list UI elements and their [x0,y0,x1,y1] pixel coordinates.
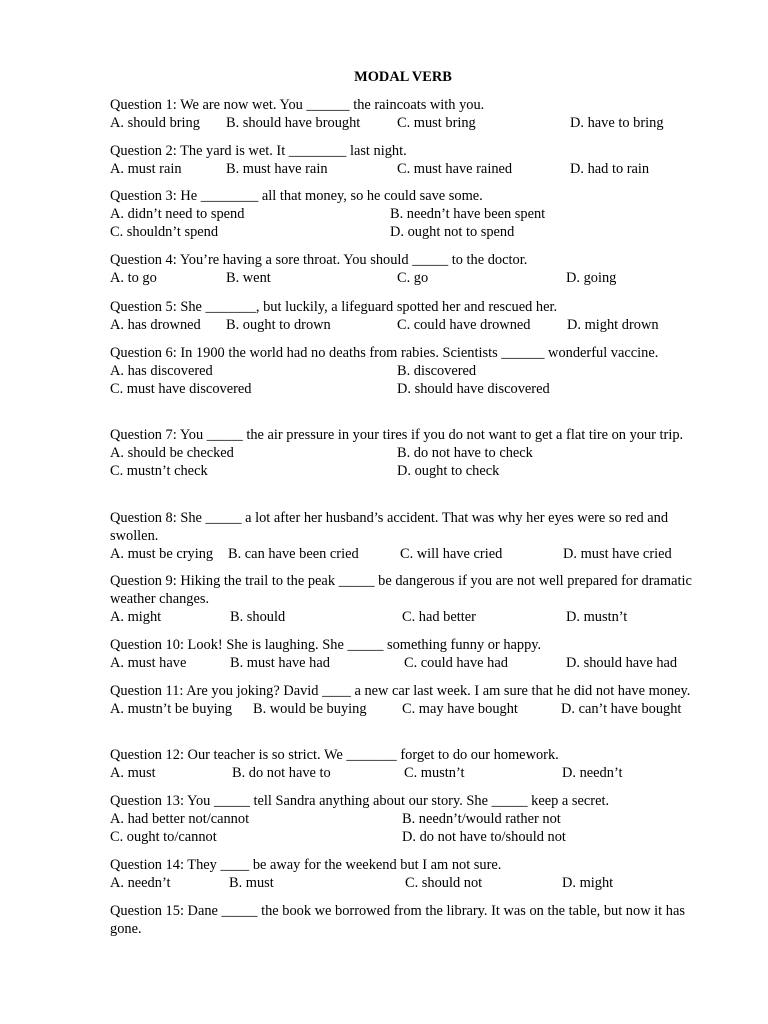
options-row [110,545,710,563]
option-d: D. mustn’t [566,609,628,626]
option-d: D. should have had [566,655,678,672]
question-block [110,792,710,847]
option-a: A. mustn’t be buying [110,701,233,718]
option-d: D. have to bring [570,115,664,132]
question-stem: Question 5: She _______, but luckily, a lifeguard spotted her and rescued her. [110,299,558,315]
options-row [110,444,710,462]
option-b: B. must have rain [226,161,328,178]
option-a: A. needn’t [110,875,171,892]
option-c: C. should not [405,875,483,892]
option-d: D. must have cried [563,546,672,563]
option-c: C. may have bought [402,701,518,718]
option-d: D. might drown [567,317,659,334]
option-b: B. must [229,875,274,892]
question-block [110,344,710,399]
option-a: A. must be crying [110,546,214,563]
option-a: A. should bring [110,115,200,132]
question-stem: Question 15: Dane _____ the book we borrowed from the library. It was on the table, but now it has gone. [110,903,685,938]
option-a: A. should be checked [110,445,234,462]
options-row [110,608,710,626]
question-block [110,426,710,481]
options-row [110,316,710,334]
question-block [110,96,710,132]
option-b: B. ought to drown [226,317,331,334]
question-block [110,746,710,782]
option-a: A. must rain [110,161,182,178]
question-stem: Question 9: Hiking the trail to the peak _____ be dangerous if you are not well prepared for dramatic weather changes. [110,573,692,608]
question-block [110,636,710,672]
question-stem: Question 2: The yard is wet. It ________ last night. [110,143,407,159]
options-row [110,654,710,672]
options-row [110,764,710,782]
options-row [110,114,710,132]
option-a: A. has drowned [110,317,201,334]
option-c: C. could have drowned [397,317,531,334]
option-d: D. ought not to spend [390,224,515,241]
question-block [110,187,710,242]
question-block [110,251,710,287]
option-b: B. should [230,609,286,626]
question-stem: Question 12: Our teacher is so strict. We _______ forget to do our homework. [110,747,559,763]
option-d: D. might [562,875,614,892]
page-title: MODAL VERB [354,69,452,85]
option-b: B. needn’t have been spent [390,206,546,223]
option-c: C. must have rained [397,161,513,178]
option-b: B. went [226,270,271,287]
option-a: A. has discovered [110,363,213,380]
option-c: C. had better [402,609,476,626]
options-row [110,874,710,892]
option-a: A. might [110,609,162,626]
option-a: A. had better not/cannot [110,811,250,828]
options-row [110,362,710,380]
options-row [110,223,710,241]
option-c: C. mustn’t check [110,463,208,480]
question-stem: Question 13: You _____ tell Sandra anything about our story. She _____ keep a secret. [110,793,610,809]
options-row [110,462,710,480]
option-b: B. needn’t/would rather not [402,811,561,828]
option-b: B. can have been cried [228,546,359,563]
options-row [110,828,710,846]
option-d: D. should have discovered [397,381,550,398]
option-c: C. must bring [397,115,476,132]
option-b: B. would be buying [253,701,367,718]
option-a: A. must [110,765,156,782]
option-c: C. mustn’t [404,765,465,782]
options-row [110,269,710,287]
question-stem: Question 4: You’re having a sore throat. You should _____ to the doctor. [110,252,528,268]
options-row [110,810,710,828]
question-stem: Question 3: He ________ all that money, so he could save some. [110,188,483,204]
question-block [110,142,710,178]
option-c: C. must have discovered [110,381,252,398]
question-block [110,509,710,564]
question-stem: Question 7: You _____ the air pressure in your tires if you do not want to get a flat tire on your trip. [110,427,684,443]
option-c: C. will have cried [400,546,503,563]
option-d: D. can’t have bought [561,701,682,718]
question-block [110,856,710,892]
question-block [110,902,710,938]
question-block [110,682,710,718]
options-row [110,700,710,718]
options-row [110,205,710,223]
option-b: B. should have brought [226,115,361,132]
option-d: D. going [566,270,617,287]
options-row [110,380,710,398]
question-stem: Question 8: She _____ a lot after her husband’s accident. That was why her eyes were so red and swollen. [110,510,669,545]
option-b: B. discovered [397,363,477,380]
question-stem: Question 14: They ____ be away for the weekend but I am not sure. [110,857,502,873]
question-stem: Question 10: Look! She is laughing. She _____ something funny or happy. [110,637,542,653]
option-d: D. had to rain [570,161,650,178]
option-d: D. do not have to/should not [402,829,566,846]
options-row [110,160,710,178]
question-block [110,572,710,627]
option-c: C. ought to/cannot [110,829,217,846]
option-b: B. do not have to check [397,445,533,462]
option-c: C. go [397,270,429,287]
question-stem: Question 1: We are now wet. You ______ the raincoats with you. [110,97,485,113]
option-c: C. shouldn’t spend [110,224,219,241]
option-a: A. to go [110,270,157,287]
question-stem: Question 11: Are you joking? David ____ a new car last week. I am sure that he did not have money. [110,683,691,699]
option-d: D. ought to check [397,463,500,480]
option-a: A. didn’t need to spend [110,206,245,223]
option-b: B. must have had [230,655,330,672]
question-block [110,298,710,334]
option-a: A. must have [110,655,187,672]
question-stem: Question 6: In 1900 the world had no deaths from rabies. Scientists ______ wonderful vaccine. [110,345,659,361]
option-b: B. do not have to [232,765,331,782]
option-c: C. could have had [404,655,508,672]
option-d: D. needn’t [562,765,623,782]
